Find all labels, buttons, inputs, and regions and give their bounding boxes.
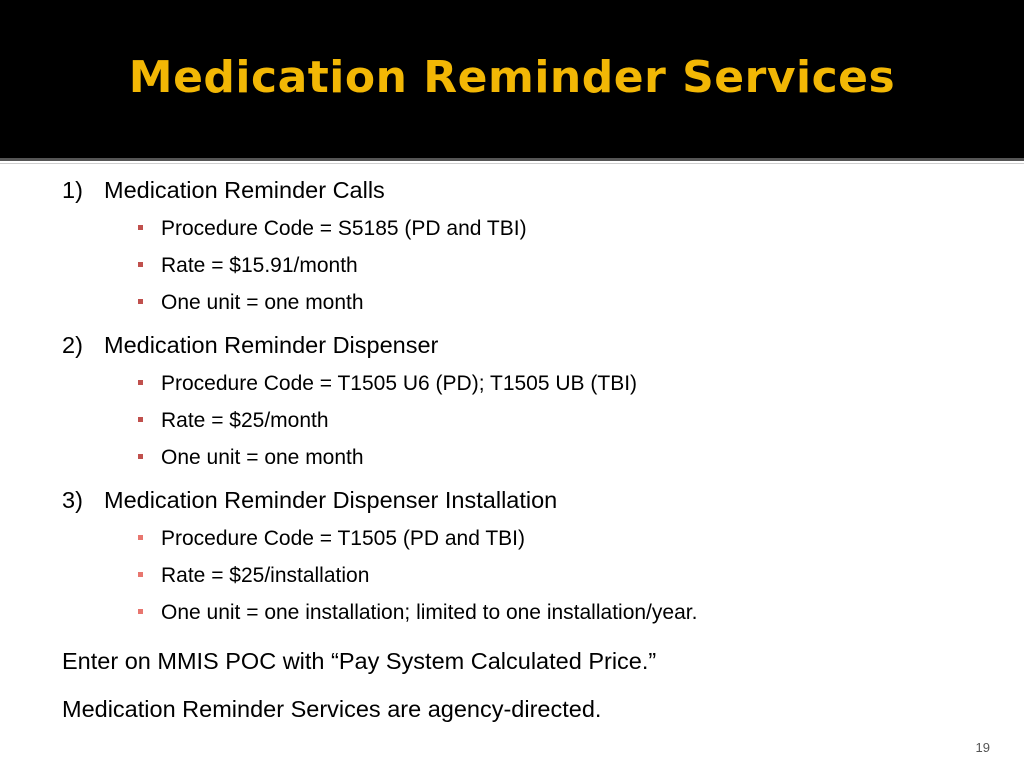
bullet-list-3 — [62, 520, 1002, 631]
square-bullet-icon — [136, 380, 161, 390]
bullet-text: Rate = $25/month — [161, 409, 329, 432]
list-item — [62, 520, 1002, 557]
list-item — [62, 284, 1002, 321]
numbered-item-3 — [62, 482, 1002, 518]
item-number: 1) — [62, 177, 83, 203]
title-divider-thin — [0, 163, 1024, 164]
bullet-list-2 — [62, 365, 1002, 476]
item-heading: Medication Reminder Dispenser — [104, 332, 439, 358]
note-pay-system: Enter on MMIS POC with “Pay System Calculated Price.” — [62, 648, 657, 674]
square-bullet-icon — [136, 535, 161, 545]
square-bullet-icon — [136, 572, 161, 582]
numbered-item-2 — [62, 327, 1002, 363]
item-heading: Medication Reminder Dispenser Installation — [104, 487, 558, 513]
slide-title: Medication Reminder Services — [128, 52, 896, 103]
numbered-item-1 — [62, 172, 1002, 208]
list-item — [62, 247, 1002, 284]
bullet-text: Rate = $15.91/month — [161, 254, 358, 277]
item-number: 3) — [62, 487, 83, 513]
bullet-text: One unit = one installation; limited to one installation/year. — [161, 601, 698, 624]
item-heading: Medication Reminder Calls — [104, 177, 385, 203]
slide-content — [62, 172, 1002, 727]
list-item — [62, 210, 1002, 247]
list-item — [62, 365, 1002, 402]
note-agency-directed: Medication Reminder Services are agency-directed. — [62, 696, 602, 722]
page-number: 19 — [975, 740, 990, 755]
list-item — [62, 557, 1002, 594]
item-number: 2) — [62, 332, 83, 358]
bullet-list-1 — [62, 210, 1002, 321]
bullet-text: Procedure Code = S5185 (PD and TBI) — [161, 217, 527, 240]
list-item — [62, 594, 1002, 631]
bullet-text: One unit = one month — [161, 291, 364, 314]
list-item — [62, 402, 1002, 439]
title-divider — [0, 158, 1024, 161]
square-bullet-icon — [136, 417, 161, 427]
square-bullet-icon — [136, 299, 161, 309]
list-item — [62, 439, 1002, 476]
bullet-text: Rate = $25/installation — [161, 564, 370, 587]
square-bullet-icon — [136, 609, 161, 619]
bullet-text: Procedure Code = T1505 U6 (PD); T1505 UB (TBI) — [161, 372, 638, 395]
bullet-text: One unit = one month — [161, 446, 364, 469]
square-bullet-icon — [136, 454, 161, 464]
bullet-text: Procedure Code = T1505 (PD and TBI) — [161, 527, 526, 550]
square-bullet-icon — [136, 262, 161, 272]
square-bullet-icon — [136, 225, 161, 235]
